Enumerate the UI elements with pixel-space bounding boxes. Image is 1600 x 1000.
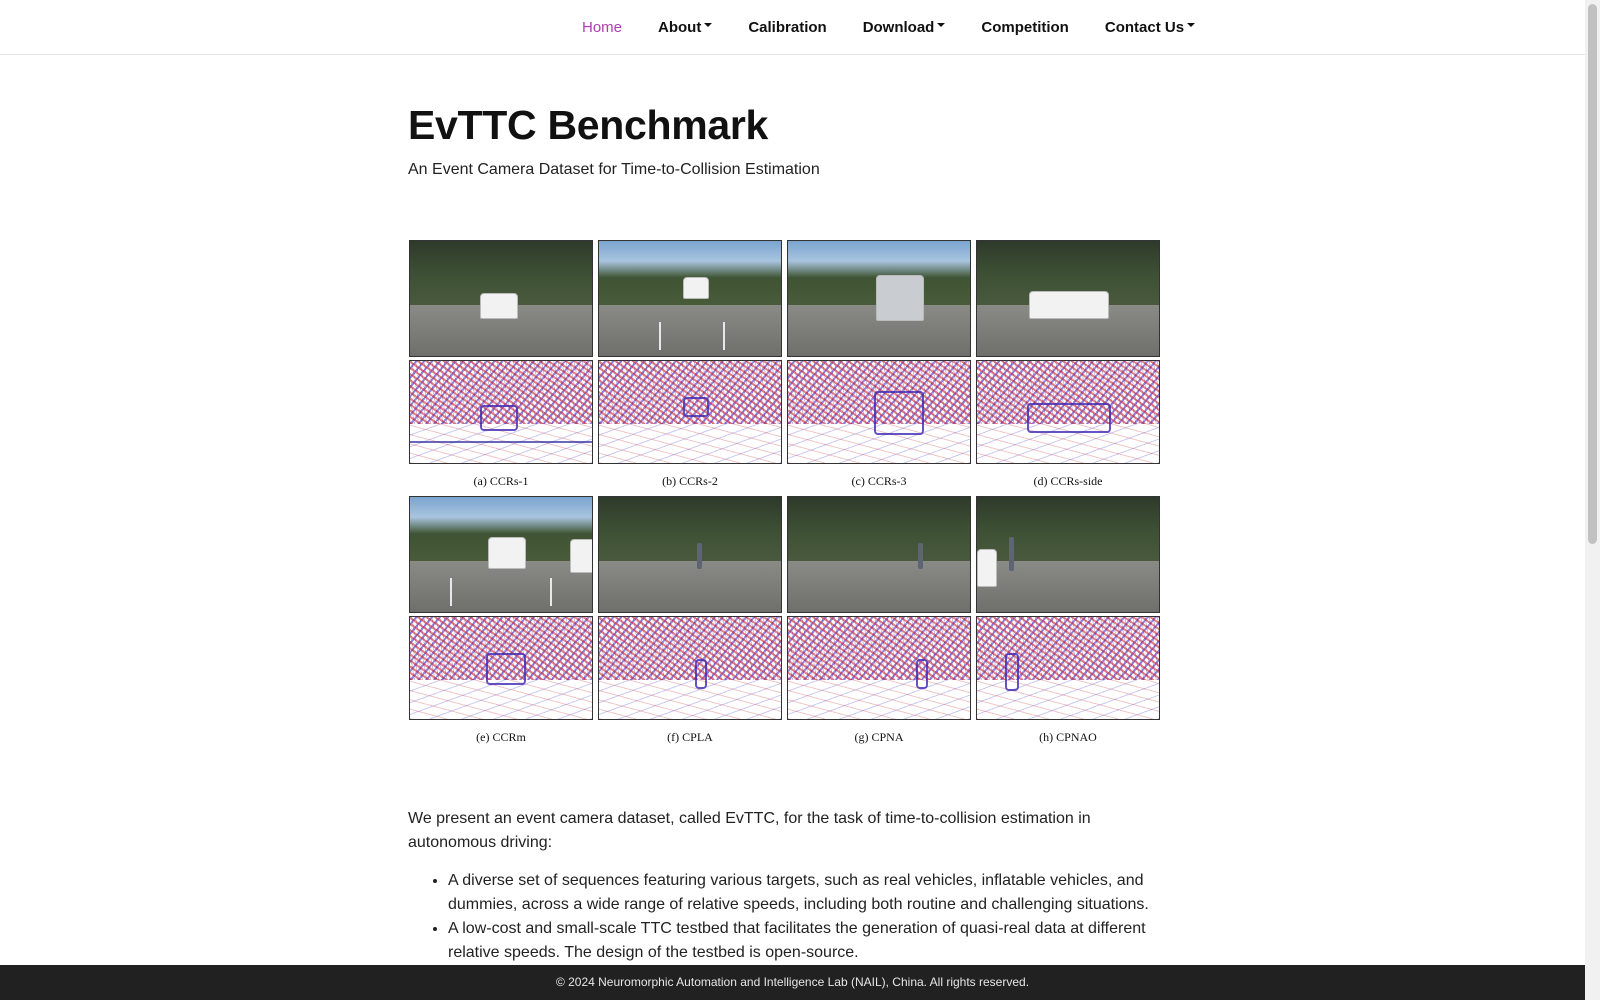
top-navbar xyxy=(0,0,1585,55)
figure-row-bottom xyxy=(408,496,1164,748)
event-frame xyxy=(787,616,971,720)
dataset-figure xyxy=(408,240,1164,750)
intro-section xyxy=(408,807,1183,965)
scene-photo xyxy=(787,496,971,613)
event-frame xyxy=(598,616,782,720)
figure-caption: (c) CCRs-3 xyxy=(851,474,907,488)
hero-section xyxy=(408,90,1188,179)
nav-download-label: Download xyxy=(862,18,935,36)
figure-caption: (a) CCRs-1 xyxy=(473,474,529,488)
figure-caption: (e) CCRm xyxy=(476,730,526,744)
page-title: EvTTC Benchmark xyxy=(408,102,769,148)
figure-row-top xyxy=(408,240,1164,492)
scene-photo xyxy=(976,496,1160,613)
event-frame xyxy=(598,360,782,464)
nav-home[interactable] xyxy=(564,19,640,36)
scrollbar-thumb[interactable] xyxy=(1588,4,1597,544)
event-frame xyxy=(409,616,593,720)
figure-caption: (f) CPLA xyxy=(667,730,713,744)
nav-about-label: About xyxy=(658,18,702,36)
scene-photo xyxy=(409,240,593,357)
figure-caption: (b) CCRs-2 xyxy=(662,474,718,488)
figure-caption: (d) CCRs-side xyxy=(1033,474,1103,488)
nav-home-label: Home xyxy=(582,18,623,36)
scene-photo xyxy=(598,496,782,613)
figure-panel-g xyxy=(786,496,972,748)
figure-panel-d xyxy=(975,240,1161,492)
scene-photo xyxy=(409,496,593,613)
page-scrollbar[interactable] xyxy=(1585,0,1600,1000)
nav-calibration-label: Calibration xyxy=(748,18,827,36)
scene-photo xyxy=(598,240,782,357)
figure-panel-h xyxy=(975,496,1161,748)
nav-competition[interactable] xyxy=(963,19,1087,36)
list-item: • A diverse set of sequences featuring various targets, such as real vehicles, inflatable vehicles, and dummies, across a wide range of relative speeds, including both routine and challenging situations. xyxy=(448,869,1183,917)
intro-paragraph: We present an event camera dataset, called EvTTC, for the task of time-to-collision estimation in autonomous driving: xyxy=(408,810,1091,851)
nav-competition-label: Competition xyxy=(981,18,1069,36)
feature-list xyxy=(408,869,1183,965)
figure-caption: (h) CPNAO xyxy=(1039,730,1097,744)
caret-down-icon xyxy=(1187,23,1195,27)
scene-photo xyxy=(976,240,1160,357)
figure-panel-f xyxy=(597,496,783,748)
caret-down-icon xyxy=(937,23,945,27)
nav-contact-label: Contact Us xyxy=(1104,18,1185,36)
nav-download[interactable] xyxy=(845,19,964,36)
figure-panel-b xyxy=(597,240,783,492)
event-frame xyxy=(976,616,1160,720)
event-frame xyxy=(409,360,593,464)
page-subtitle: An Event Camera Dataset for Time-to-Collision Estimation xyxy=(408,161,820,178)
figure-panel-c xyxy=(786,240,972,492)
nav-list xyxy=(564,0,1213,54)
list-item: • A low-cost and small-scale TTC testbed that facilitates the generation of quasi-real data at different relative speeds. The design of the testbed is open-source. xyxy=(448,917,1183,965)
event-frame xyxy=(976,360,1160,464)
figure-panel-a xyxy=(408,240,594,492)
nav-calibration[interactable] xyxy=(730,19,844,36)
scene-photo xyxy=(787,240,971,357)
figure-panel-e xyxy=(408,496,594,748)
nav-contact[interactable] xyxy=(1087,19,1213,36)
nav-about[interactable] xyxy=(640,19,730,36)
caret-down-icon xyxy=(704,23,712,27)
event-frame xyxy=(787,360,971,464)
figure-caption: (g) CPNA xyxy=(854,730,904,744)
footer xyxy=(0,965,1585,1000)
copyright-text: © 2024 Neuromorphic Automation and Intelligence Lab (NAIL), China. All rights reserved. xyxy=(555,975,1030,989)
